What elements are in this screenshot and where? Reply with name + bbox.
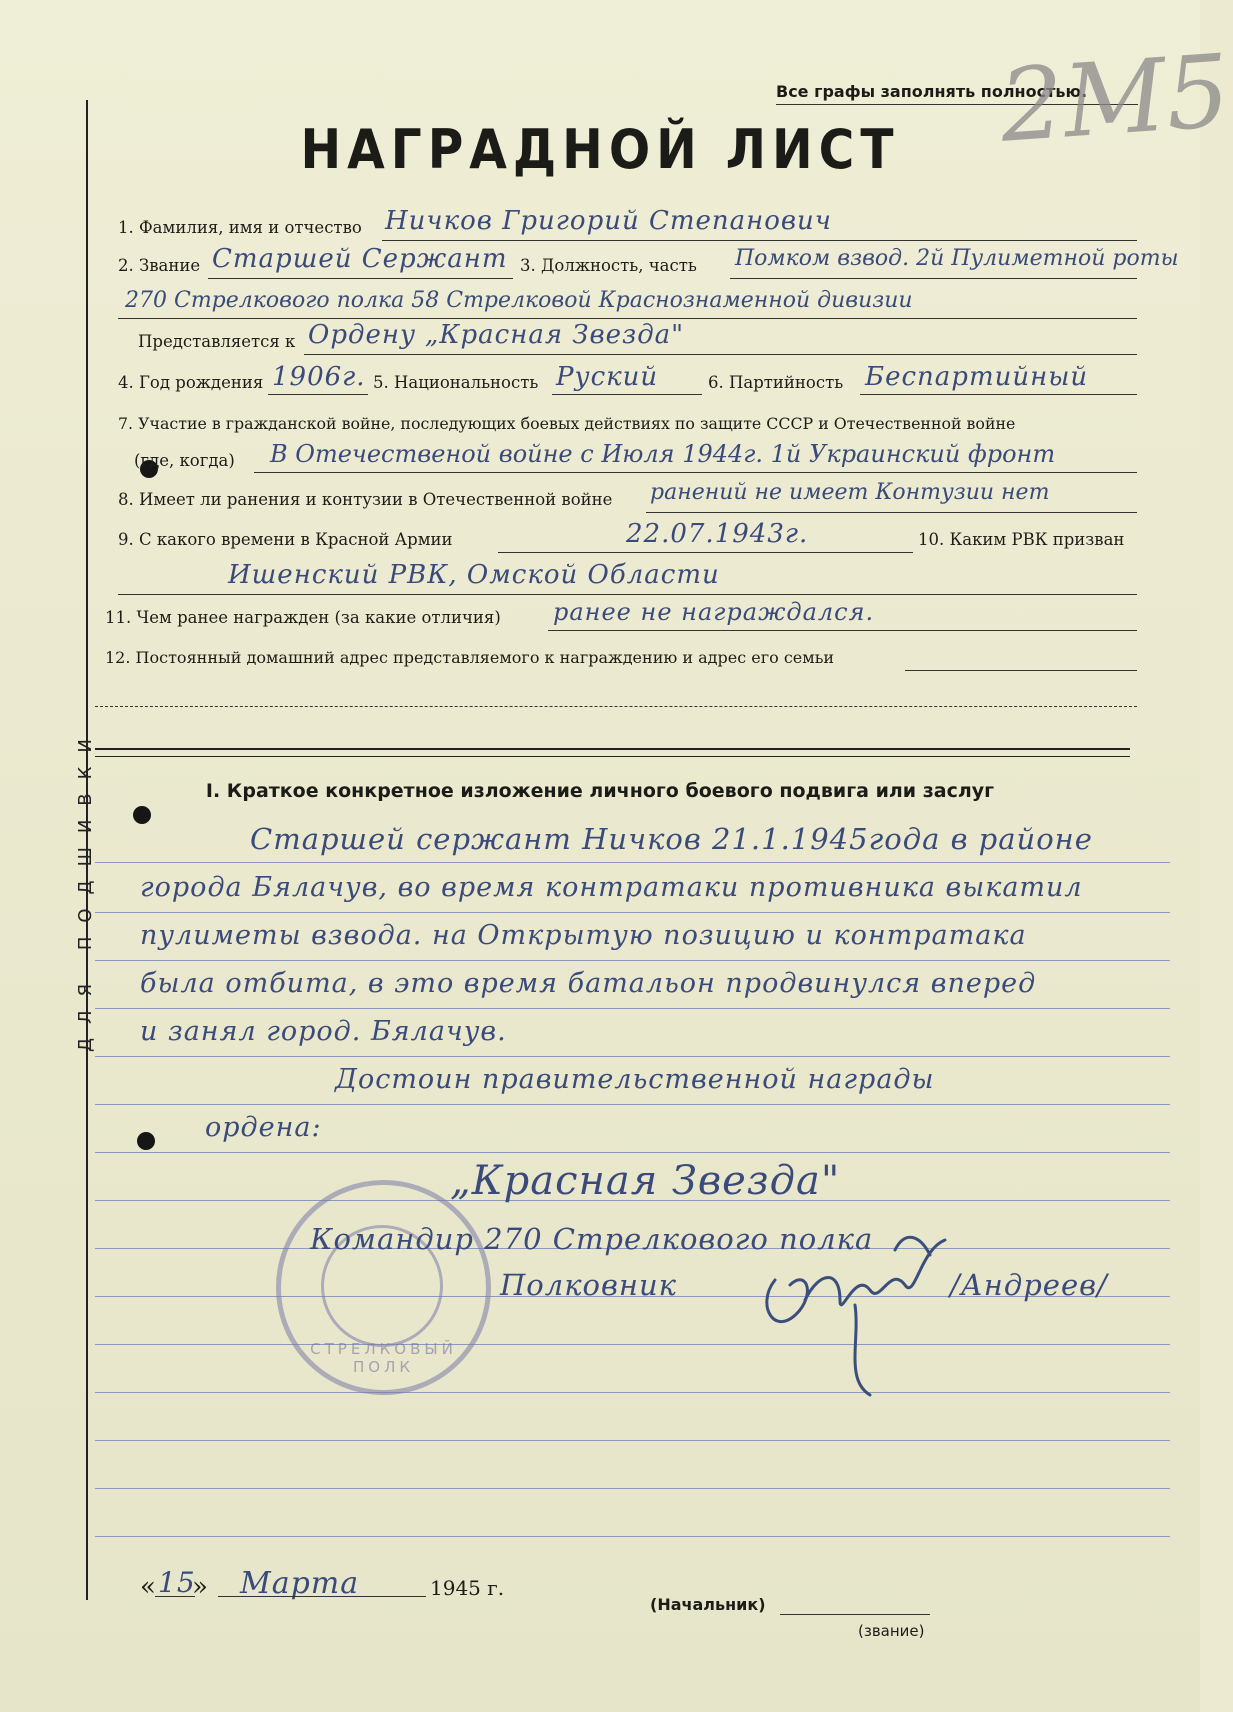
field-3-label: 3. Должность, часть: [520, 256, 697, 275]
field-11-value: ранее не награждался.: [553, 598, 875, 626]
ruled-line: [95, 1008, 1170, 1009]
presented-label: Представляется к: [138, 332, 296, 351]
field-2-value: Старшей Сержант: [212, 244, 508, 274]
narrative-line-5: и занял город. Бялачув.: [140, 1016, 507, 1047]
field-10-line: [118, 594, 1137, 595]
presented-value: Орденy „Красная Звезда": [308, 320, 685, 350]
field-9-label: 9. С какого времени в Красной Армии: [118, 530, 453, 549]
section-title: I. Краткое конкретное изложение личного боевого подвига или заслуг: [205, 780, 995, 802]
field-4-value: 1906г.: [272, 362, 366, 392]
rank-label: (звание): [858, 1622, 925, 1640]
date-year: 1945 г.: [430, 1576, 505, 1600]
chief-line: [780, 1614, 930, 1615]
field-7-line: [254, 472, 1137, 473]
field-5-label: 5. Национальность: [373, 373, 539, 392]
field-10-label: 10. Каким РВК призван: [918, 530, 1125, 549]
ruled-line: [95, 862, 1170, 863]
field-3-value: Помком взвод. 2й Пулиметной роты: [735, 246, 1179, 271]
ruled-line: [95, 1104, 1170, 1105]
commander-name: /Андреев/: [950, 1268, 1108, 1302]
commander-signature: [745, 1210, 975, 1410]
field-9-line: [498, 552, 913, 553]
field-6-value: Беспартийный: [865, 362, 1089, 392]
field-1-line: [382, 240, 1137, 241]
date-month: Марта: [240, 1566, 360, 1601]
binder-hole-middle: [133, 806, 151, 824]
binder-hole-bottom: [137, 1132, 155, 1150]
date-month-line: [218, 1596, 426, 1597]
ruled-line: [95, 1488, 1170, 1489]
field-9-value: 22.07.1943г.: [626, 519, 809, 549]
field-10-value: Ишенский РВК, Омской Области: [228, 560, 720, 590]
regiment-stamp: [276, 1180, 491, 1395]
field-3-line2: [118, 318, 1137, 319]
ruled-line: [95, 1536, 1170, 1537]
document-title: НАГРАДНОЙ ЛИСТ: [300, 118, 900, 181]
field-1-value: Ничков Григорий Степанович: [385, 206, 832, 236]
narrative-line-3: пулиметы взвода. на Открытую позицию и контратака: [140, 920, 1027, 951]
field-1-label: 1. Фамилия, имя и отчество: [118, 218, 362, 237]
field-6-label: 6. Партийность: [708, 373, 844, 392]
field-5-line: [552, 394, 702, 395]
field-2-line: [208, 278, 513, 279]
ruled-line: [95, 960, 1170, 961]
section-divider-bottom: [95, 756, 1130, 757]
worthy-line: Достоин правительственной награды: [335, 1064, 935, 1095]
date-day-line: [155, 1596, 195, 1597]
commander-title: Командир 270 Стрелкового полка: [310, 1222, 874, 1256]
field-8-label: 8. Имеет ли ранения и контузии в Отечественной войне: [118, 490, 613, 509]
fill-instruction-note: Все графы заполнять полностью.: [776, 82, 1088, 101]
field-5-value: Руский: [556, 362, 659, 392]
field-11-label: 11. Чем ранее награжден (за какие отличия): [105, 608, 501, 627]
commander-rank: Полковник: [500, 1268, 677, 1302]
field-6-line: [860, 394, 1137, 395]
binding-side-label: ДЛЯ ПОДШИВКИ: [75, 725, 96, 1052]
ruled-line: [95, 1392, 1170, 1393]
order-name: „Красная Звезда": [450, 1158, 841, 1204]
field-12-line2: [95, 706, 1137, 707]
field-3-line: [730, 278, 1137, 279]
field-12-line: [905, 670, 1137, 671]
ruled-line: [95, 912, 1170, 913]
field-7-label-line2: (где, когда): [134, 451, 235, 470]
field-8-value: ранений не имеет Контузии нет: [650, 480, 1050, 505]
archive-number: 2М5: [996, 32, 1233, 165]
narrative-line-2: города Бялачув, во время контратаки противника выкатил: [140, 872, 1083, 903]
field-12-label: 12. Постоянный домашний адрес представляемого к награждению и адрес его семьи: [105, 648, 835, 667]
chief-label: (Начальник): [650, 1595, 766, 1614]
date-day: 15: [158, 1566, 196, 1599]
field-4-label: 4. Год рождения: [118, 373, 264, 392]
field-7-label: 7. Участие в гражданской войне, последующих боевых действиях по защите СССР и Отечественной войне: [118, 414, 1016, 433]
order-label: ордена:: [205, 1112, 322, 1143]
field-11-line: [548, 630, 1137, 631]
ruled-line: [95, 1152, 1170, 1153]
field-3-value-line2: 270 Стрелкового полка 58 Стрелковой Краснознаменной дивизии: [125, 288, 913, 313]
narrative-line-1: Старшей сержант Ничков 21.1.1945года в районе: [250, 822, 1093, 856]
field-4-line: [268, 394, 368, 395]
ruled-line: [95, 1056, 1170, 1057]
ruled-line: [95, 1440, 1170, 1441]
date-close-quote: »: [192, 1572, 208, 1602]
field-8-line: [646, 512, 1137, 513]
presented-line: [304, 354, 1137, 355]
section-divider-top: [95, 748, 1130, 750]
ruled-line: [95, 1344, 1170, 1345]
field-7-value: В Отечественой войне с Июля 1944г. 1й Украинский фронт: [270, 440, 1056, 468]
date-open-quote: «: [140, 1572, 156, 1602]
field-2-label: 2. Звание: [118, 256, 201, 275]
narrative-line-4: была отбита, в это время батальон продвинулся вперед: [140, 968, 1037, 999]
stamp-text: СТРЕЛКОВЫЙ ПОЛК: [310, 1340, 457, 1376]
